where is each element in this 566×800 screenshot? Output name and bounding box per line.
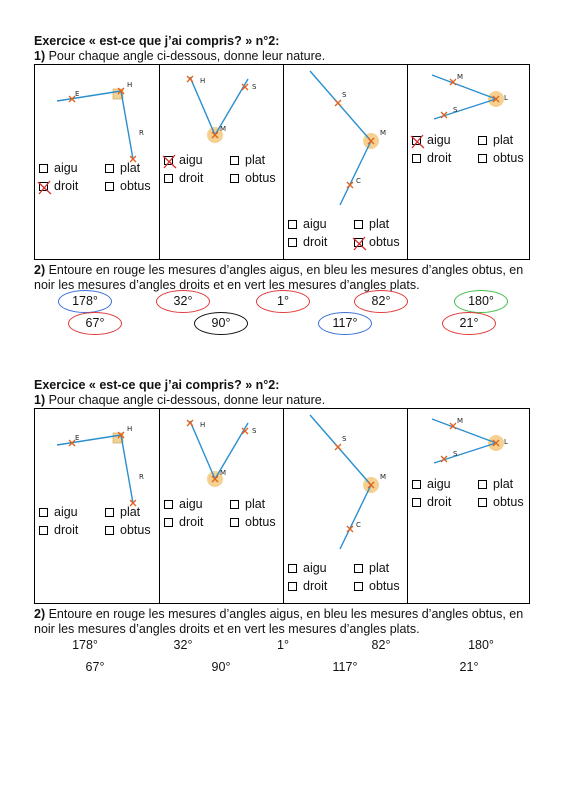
option-checkbox-obtus[interactable] [230, 515, 276, 529]
angle-measure[interactable]: 178° [72, 294, 98, 308]
checkbox-square[interactable] [478, 154, 487, 163]
option-checkbox-obtus[interactable] [354, 579, 400, 593]
angle-cell [283, 65, 407, 259]
check-mark-icon [37, 180, 53, 196]
option-checkbox-aigu[interactable] [164, 153, 203, 167]
point-label: M [380, 473, 387, 481]
question-number: 2) [34, 263, 46, 277]
point-label: L [504, 94, 508, 102]
option-checkbox-plat[interactable] [478, 133, 513, 147]
ray-line [121, 435, 133, 503]
checkbox-square[interactable] [412, 480, 421, 489]
angle-measure[interactable]: 32° [173, 638, 193, 652]
option-label: aigu [303, 217, 327, 231]
checkbox-square[interactable] [105, 526, 114, 535]
checkbox-square[interactable] [288, 220, 297, 229]
question-text: Entoure en rouge les mesures d’angles aigus, en bleu les mesures d’angles obtus, en noir les mesures d’angles droits et en vert les mesures d’angles plats. [34, 607, 524, 636]
option-label: droit [179, 515, 204, 529]
question-text: Pour chaque angle ci-dessous, donne leur nature. [45, 393, 326, 407]
angle-cell [407, 409, 531, 603]
exercise-section [34, 378, 534, 678]
checkbox-square[interactable] [478, 480, 487, 489]
exercise-section [34, 34, 534, 334]
ray-line [190, 77, 215, 135]
option-label: plat [245, 153, 266, 167]
angles-grid [34, 408, 530, 604]
angle-measure[interactable]: 21° [459, 316, 479, 330]
point-label: E [75, 434, 80, 442]
option-label: aigu [427, 133, 451, 147]
angle-measure[interactable]: 117° [332, 316, 358, 330]
checkbox-square[interactable] [164, 518, 173, 527]
angle-cell [407, 65, 531, 259]
option-label: plat [493, 477, 514, 491]
ray-line [190, 421, 215, 479]
question-2 [34, 607, 534, 637]
point-label: M [380, 129, 387, 137]
option-checkbox-plat[interactable] [230, 497, 265, 511]
option-checkbox-plat[interactable] [478, 477, 513, 491]
checkbox-square[interactable] [230, 500, 239, 509]
angle-cell [159, 65, 283, 259]
option-checkbox-droit[interactable] [39, 523, 78, 537]
angle-measure[interactable]: 90° [211, 316, 231, 330]
option-checkbox-droit[interactable] [412, 151, 451, 165]
angle-measure[interactable]: 1° [277, 294, 289, 308]
option-label: obtus [245, 171, 276, 185]
checkbox-square[interactable] [105, 164, 114, 173]
option-label: plat [369, 561, 390, 575]
option-label: droit [427, 495, 452, 509]
checkbox-square[interactable] [412, 154, 421, 163]
ray-line [340, 485, 371, 549]
point-label: H [200, 421, 206, 429]
angle-figure [160, 409, 284, 559]
checkbox-square[interactable] [354, 220, 363, 229]
ray-line [121, 91, 133, 159]
angle-measure[interactable]: 82° [371, 294, 391, 308]
point-label: H [200, 77, 206, 85]
point-label: S [453, 450, 458, 458]
checkbox-square[interactable] [288, 582, 297, 591]
checkbox-square[interactable] [164, 500, 173, 509]
point-label: S [252, 427, 257, 435]
option-checkbox-plat[interactable] [354, 217, 389, 231]
angle-cell [35, 409, 159, 603]
checkbox-square[interactable] [105, 182, 114, 191]
angle-measure[interactable]: 180° [468, 294, 494, 308]
option-checkbox-obtus[interactable] [478, 495, 524, 509]
option-label: droit [303, 235, 328, 249]
option-checkbox-aigu[interactable] [39, 505, 78, 519]
checkbox-square[interactable] [39, 508, 48, 517]
angle-measure[interactable]: 180° [468, 638, 494, 652]
option-checkbox-droit[interactable] [39, 179, 78, 193]
check-mark-icon [410, 134, 426, 150]
question-number: 1) [34, 393, 46, 407]
ray-line [432, 419, 496, 443]
point-label: R [139, 129, 144, 137]
angle-figure [160, 65, 284, 215]
option-label: aigu [303, 561, 327, 575]
question-1 [34, 49, 325, 63]
ray-line [57, 91, 121, 101]
answer-circle [194, 312, 248, 335]
option-checkbox-obtus[interactable] [478, 151, 524, 165]
option-checkbox-obtus[interactable] [105, 523, 151, 537]
answer-circle [58, 290, 112, 313]
answer-circle [318, 312, 372, 335]
checkbox-square[interactable] [412, 136, 421, 145]
question-2 [34, 263, 534, 293]
checkbox-square[interactable] [39, 526, 48, 535]
question-number: 2) [34, 607, 46, 621]
option-checkbox-aigu[interactable] [412, 477, 451, 491]
point-label: C [356, 521, 361, 529]
option-checkbox-plat[interactable] [105, 505, 140, 519]
point-label: C [356, 177, 361, 185]
point-label: H [127, 425, 133, 433]
check-mark-icon [162, 154, 178, 170]
point-label: E [75, 90, 80, 98]
point-label: M [220, 125, 227, 133]
point-label: L [504, 438, 508, 446]
angle-figure [284, 65, 408, 215]
option-checkbox-aigu[interactable] [288, 561, 327, 575]
option-label: plat [120, 505, 141, 519]
question-number: 1) [34, 49, 46, 63]
option-label: aigu [427, 477, 451, 491]
answer-circle [454, 290, 508, 313]
option-label: plat [120, 161, 141, 175]
option-label: obtus [369, 235, 400, 249]
answer-circle [68, 312, 122, 335]
option-label: plat [245, 497, 266, 511]
angle-measure[interactable]: 67° [85, 316, 105, 330]
checkbox-square[interactable] [478, 136, 487, 145]
angle-measure[interactable]: 178° [72, 638, 98, 652]
angle-measure[interactable]: 90° [211, 660, 231, 674]
exercise-title: Exercice « est-ce que j’ai compris? » n°2: [34, 34, 280, 48]
option-label: obtus [120, 523, 151, 537]
option-checkbox-aigu[interactable] [39, 161, 78, 175]
checkbox-square[interactable] [354, 238, 363, 247]
option-checkbox-droit[interactable] [164, 515, 203, 529]
checkbox-square[interactable] [288, 238, 297, 247]
option-checkbox-plat[interactable] [354, 561, 389, 575]
angle-measure[interactable]: 117° [332, 660, 358, 674]
angle-measure[interactable]: 32° [173, 294, 193, 308]
option-label: droit [303, 579, 328, 593]
angle-measure[interactable]: 21° [459, 660, 479, 674]
answer-circle [256, 290, 310, 313]
option-label: aigu [54, 161, 78, 175]
question-text: Entoure en rouge les mesures d’angles aigus, en bleu les mesures d’angles obtus, en noir les mesures d’angles droits et en vert les mesures d’angles plats. [34, 263, 524, 292]
question-text: Pour chaque angle ci-dessous, donne leur nature. [45, 49, 326, 63]
angle-measure[interactable]: 67° [85, 660, 105, 674]
option-checkbox-obtus[interactable] [354, 235, 400, 249]
point-label: S [342, 91, 347, 99]
angle-measure[interactable]: 1° [277, 638, 289, 652]
question-1 [34, 393, 325, 407]
option-checkbox-droit[interactable] [164, 171, 203, 185]
point-label: S [342, 435, 347, 443]
angle-cell [35, 65, 159, 259]
option-checkbox-plat[interactable] [105, 161, 140, 175]
checkbox-square[interactable] [105, 508, 114, 517]
checkbox-square[interactable] [478, 498, 487, 507]
checkbox-square[interactable] [230, 156, 239, 165]
check-mark-icon [352, 236, 368, 252]
option-label: obtus [493, 151, 524, 165]
point-label: S [453, 106, 458, 114]
option-checkbox-obtus[interactable] [230, 171, 276, 185]
exercise-title: Exercice « est-ce que j’ai compris? » n°2: [34, 378, 280, 392]
option-checkbox-plat[interactable] [230, 153, 265, 167]
answer-circle [442, 312, 496, 335]
option-label: aigu [179, 153, 203, 167]
checkbox-square[interactable] [412, 498, 421, 507]
answer-circle [354, 290, 408, 313]
checkbox-square[interactable] [39, 164, 48, 173]
option-label: aigu [179, 497, 203, 511]
angle-measure[interactable]: 82° [371, 638, 391, 652]
option-label: plat [369, 217, 390, 231]
answer-circle [156, 290, 210, 313]
option-checkbox-droit[interactable] [288, 235, 327, 249]
checkbox-square[interactable] [164, 174, 173, 183]
option-label: droit [179, 171, 204, 185]
option-checkbox-aigu[interactable] [288, 217, 327, 231]
ray-line [340, 141, 371, 205]
angle-cell [283, 409, 407, 603]
checkbox-square[interactable] [354, 582, 363, 591]
option-label: obtus [120, 179, 151, 193]
point-label: M [457, 73, 464, 81]
point-label: R [139, 473, 144, 481]
option-label: droit [54, 523, 79, 537]
option-label: droit [54, 179, 79, 193]
option-label: aigu [54, 505, 78, 519]
checkbox-square[interactable] [230, 174, 239, 183]
angle-cell [159, 409, 283, 603]
option-checkbox-obtus[interactable] [105, 179, 151, 193]
option-label: obtus [245, 515, 276, 529]
ray-line [432, 75, 496, 99]
point-label: S [252, 83, 257, 91]
ray-line [57, 435, 121, 445]
option-label: plat [493, 133, 514, 147]
angle-figure [284, 409, 408, 559]
checkbox-square[interactable] [288, 564, 297, 573]
point-label: H [127, 81, 133, 89]
angles-grid [34, 64, 530, 260]
checkbox-square[interactable] [39, 182, 48, 191]
checkbox-square[interactable] [230, 518, 239, 527]
point-label: M [457, 417, 464, 425]
option-label: droit [427, 151, 452, 165]
option-label: obtus [369, 579, 400, 593]
option-checkbox-aigu[interactable] [412, 133, 451, 147]
option-checkbox-droit[interactable] [412, 495, 451, 509]
checkbox-square[interactable] [354, 564, 363, 573]
checkbox-square[interactable] [164, 156, 173, 165]
option-label: obtus [493, 495, 524, 509]
point-label: M [220, 469, 227, 477]
option-checkbox-droit[interactable] [288, 579, 327, 593]
option-checkbox-aigu[interactable] [164, 497, 203, 511]
